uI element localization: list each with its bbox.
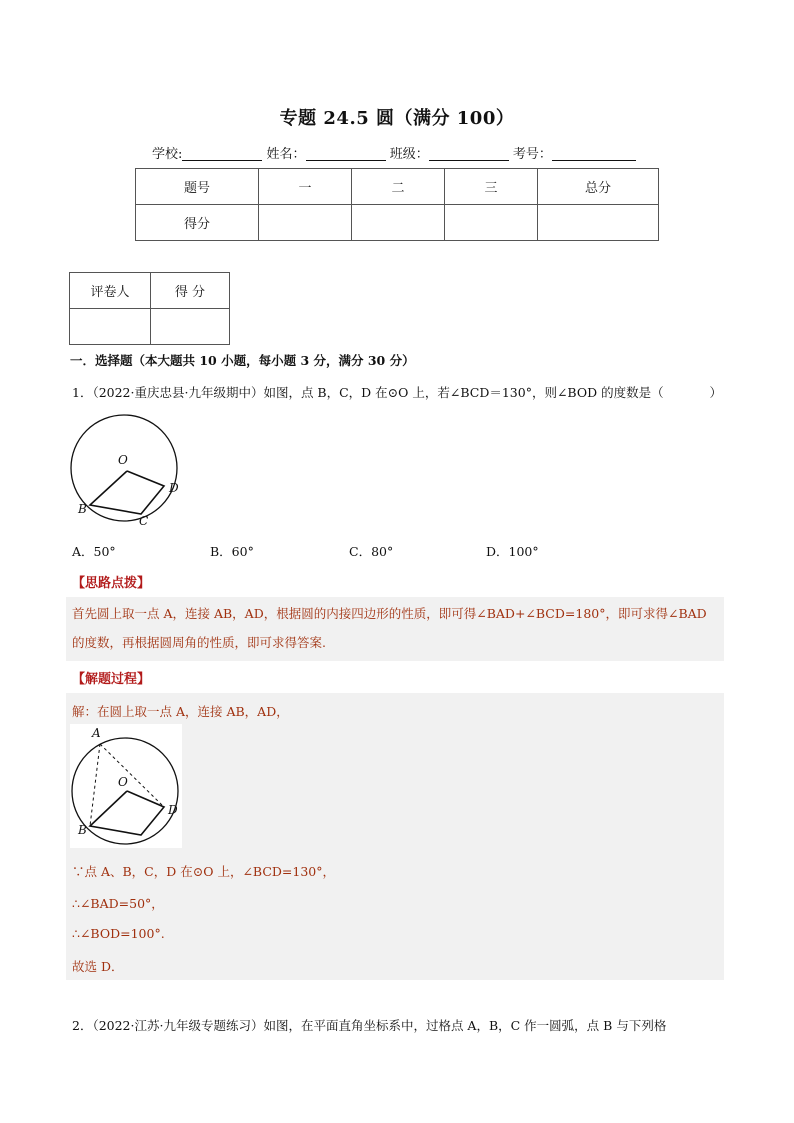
- solution-line-5: 故选 D．: [72, 959, 124, 974]
- exam-no-label: 考号：: [512, 147, 552, 162]
- class-blank[interactable]: [429, 146, 509, 161]
- quadrilateral-obcd-solution: [90, 791, 164, 835]
- name-label: 姓名：: [266, 147, 306, 162]
- solution-line-2: ∵点 A、B，C，D 在⊙O 上，∠BCD=130°，: [72, 864, 336, 879]
- student-info-line: [152, 143, 636, 162]
- label-d-solution: D: [168, 803, 178, 817]
- solution-tag: 【解题过程】: [72, 672, 151, 687]
- question-2-stem: 2．（2022·江苏·九年级专题练习）如图，在平面直角坐标系中，过格点 A，B，C 作一圆弧，点 B 与下列格: [72, 1018, 667, 1033]
- label-d: D: [169, 481, 179, 495]
- q1-stem-text: 1．（2022·重庆忠县·九年级期中）如图，点 B，C，D 在⊙O 上，若∠BCD＝130°，则∠BOD 的度数是（: [72, 385, 664, 400]
- score-header-cell: 一: [259, 169, 352, 205]
- grader-cell[interactable]: [70, 309, 151, 345]
- solution-line-3: ∴∠BAD=50°，: [72, 896, 164, 911]
- label-c: C: [139, 514, 149, 528]
- grader-score-cell[interactable]: [151, 309, 230, 345]
- solution-figure: [70, 724, 182, 848]
- option-d[interactable]: D．100°: [486, 544, 539, 559]
- score-header-cell: 题号: [136, 169, 259, 205]
- grader-score-header: 得 分: [151, 273, 230, 309]
- dashed-line-ab: [90, 744, 100, 826]
- solution-line-4: ∴∠BOD=100°.: [72, 926, 165, 941]
- label-o: O: [118, 453, 128, 467]
- score-cell[interactable]: [259, 205, 352, 241]
- label-o-solution: O: [118, 775, 128, 789]
- score-header-cell: 三: [445, 169, 538, 205]
- exam-no-blank[interactable]: [552, 146, 636, 161]
- label-b-solution: B: [78, 823, 87, 837]
- name-blank[interactable]: [306, 146, 386, 161]
- score-header-cell: 总分: [538, 169, 659, 205]
- hint-text: 首先圆上取一点 A，连接 AB，AD，根据圆的内接四边形的性质，即可得∠BAD+∠BCD=180°，即可求得∠BAD 的度数，再根据圆周角的性质，即可求得答案.: [72, 606, 707, 650]
- circle-o-solution: [72, 738, 178, 844]
- page-title: 专题 24.5 圆（满分 100）: [279, 108, 515, 129]
- option-b[interactable]: B．60°: [210, 544, 254, 559]
- question-1-stem: [72, 383, 722, 401]
- score-cell[interactable]: [445, 205, 538, 241]
- quadrilateral-obcd: [90, 471, 164, 514]
- section-title: 一．选择题（本大题共 10 小题，每小题 3 分，满分 30 分）: [70, 353, 415, 368]
- label-a: A: [92, 726, 101, 740]
- score-cell[interactable]: [538, 205, 659, 241]
- school-blank[interactable]: [182, 146, 262, 161]
- hint-tag: 【思路点拨】: [72, 576, 151, 591]
- option-a[interactable]: A．50°: [72, 544, 116, 559]
- school-label: 学校:: [152, 147, 183, 162]
- score-row-label: 得分: [136, 205, 259, 241]
- solution-line-1: 解：在圆上取一点 A，连接 AB，AD，: [72, 704, 289, 719]
- grader-table: [69, 272, 230, 345]
- label-b: B: [78, 502, 87, 516]
- grader-header: 评卷人: [70, 273, 151, 309]
- class-label: 班级：: [389, 147, 429, 162]
- q1-answer-paren[interactable]: ）: [709, 385, 722, 400]
- option-c[interactable]: C．80°: [349, 544, 394, 559]
- score-cell[interactable]: [352, 205, 445, 241]
- score-header-cell: 二: [352, 169, 445, 205]
- score-table: [135, 168, 659, 241]
- circle-o: [71, 415, 177, 521]
- dashed-line-ad: [100, 744, 164, 807]
- question-1-figure: [68, 412, 188, 530]
